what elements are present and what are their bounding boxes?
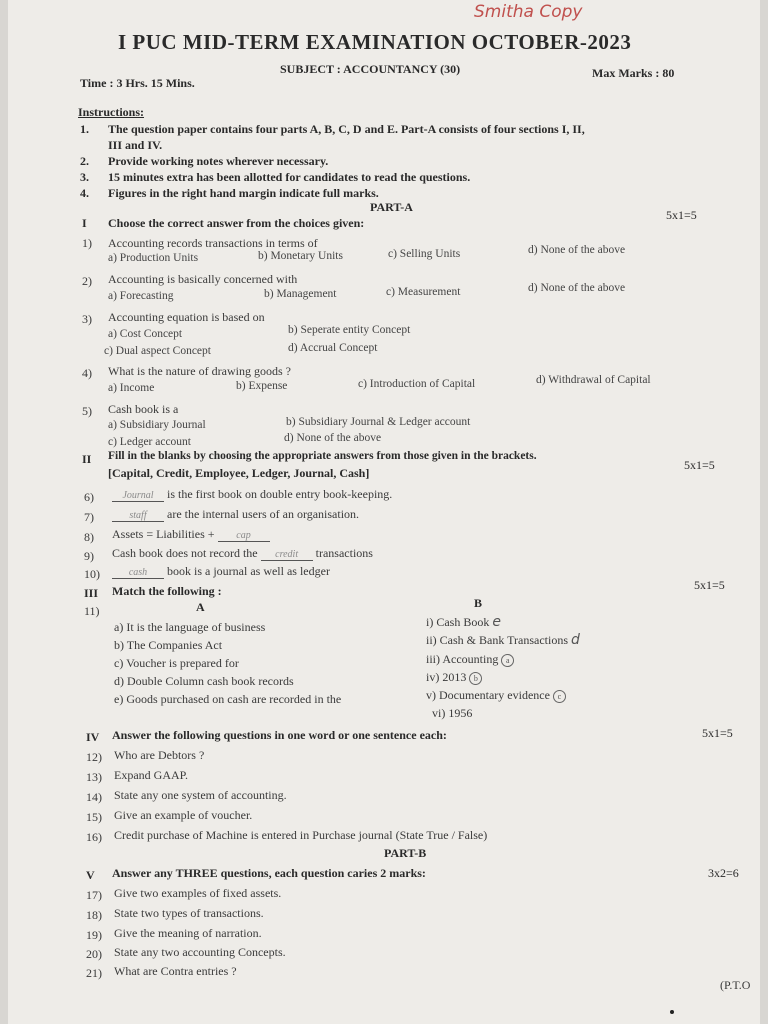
question-text: What is the nature of drawing goods ? (108, 364, 291, 378)
question-text: Accounting records transactions in terms of (108, 236, 318, 250)
match-item-b: ii) Cash & Bank Transactions d (426, 632, 580, 648)
section-marks: 5x1=5 (702, 726, 733, 740)
max-marks: Max Marks : 80 (592, 66, 675, 80)
section-number: V (86, 868, 95, 882)
match-item-a: e) Goods purchased on cash are recorded in the (114, 692, 342, 706)
option-d: d) None of the above (284, 432, 382, 444)
instruction-text: 15 minutes extra has been allotted for candidates to read the questions. (108, 170, 471, 184)
match-item-b: v) Documentary evidence c (426, 688, 566, 703)
question-number: 6) (84, 490, 94, 504)
instruction-num: 2. (80, 154, 89, 168)
match-item-b: vi) 1956 (432, 706, 473, 720)
question-text: State two types of transactions. (114, 906, 264, 920)
question-text: Give the meaning of narration. (114, 926, 262, 940)
fill-blank-question: Cash book does not record the credit transactions (112, 546, 373, 560)
option-d: d) Accrual Concept (288, 342, 378, 354)
instruction-text: Provide working notes wherever necessary. (108, 154, 329, 168)
question-text: State any two accounting Concepts. (114, 945, 286, 959)
option-a: a) Forecasting (108, 290, 174, 302)
match-item-b: iii) Accounting a (426, 652, 514, 667)
instruction-text: The question paper contains four parts A, B, C, D and E. Part-A consists of four sections I, II, (108, 122, 585, 136)
section-marks: 5x1=5 (694, 578, 725, 592)
option-c: c) Introduction of Capital (358, 378, 476, 390)
option-c: c) Ledger account (108, 436, 192, 448)
question-text: Give an example of voucher. (114, 808, 253, 822)
column-b-heading: B (474, 596, 483, 610)
option-b: b) Seperate entity Concept (288, 324, 411, 336)
section-marks: 3x2=6 (708, 866, 739, 880)
question-text: Cash book is a (108, 402, 179, 416)
time-allowed: Time : 3 Hrs. 15 Mins. (80, 76, 195, 90)
instruction-num: 3. (80, 170, 89, 184)
column-a-heading: A (196, 600, 205, 614)
section-marks: 5x1=5 (666, 208, 697, 222)
answer-blank: cap (218, 530, 270, 542)
question-number: 21) (86, 966, 102, 980)
question-number: 17) (86, 888, 102, 902)
question-number: 18) (86, 908, 102, 922)
fill-blank-question: Journal is the first book on double entry book-keeping. (112, 487, 392, 502)
question-text: Credit purchase of Machine is entered in Purchase journal (State True / False) (114, 828, 488, 842)
exam-paper (8, 0, 760, 1024)
question-number: 13) (86, 770, 102, 784)
section-heading: Fill in the blanks by choosing the appropriate answers from those given in the brackets. (108, 450, 537, 462)
handwritten-note: Smitha Copy (474, 2, 583, 22)
question-number: 8) (84, 530, 94, 544)
question-number: 11) (84, 604, 100, 618)
question-text: Expand GAAP. (114, 768, 188, 782)
question-number: 16) (86, 830, 102, 844)
handwritten-match: c (553, 690, 566, 703)
option-c: c) Selling Units (388, 248, 461, 260)
option-a: a) Cost Concept (108, 328, 183, 340)
answer-blank: Journal (112, 490, 164, 502)
option-c: c) Measurement (386, 286, 461, 298)
match-item-a: b) The Companies Act (114, 638, 223, 652)
question-number: 2) (82, 274, 92, 288)
section-heading: Match the following : (112, 584, 222, 598)
exam-title: I PUC MID-TERM EXAMINATION OCTOBER-2023 (118, 30, 632, 54)
question-text: State any one system of accounting. (114, 788, 287, 802)
question-number: 9) (84, 549, 94, 563)
handwritten-match: d (571, 632, 580, 648)
ink-dot (670, 1010, 674, 1014)
question-number: 20) (86, 947, 102, 961)
instruction-text: III and IV. (108, 138, 163, 152)
section-number: III (84, 586, 99, 600)
section-heading: Choose the correct answer from the choices given: (108, 216, 365, 230)
option-a: a) Subsidiary Journal (108, 419, 206, 431)
match-item-a: c) Voucher is prepared for (114, 656, 239, 670)
instructions-heading: Instructions: (78, 105, 145, 119)
question-number: 14) (86, 790, 102, 804)
fill-blank-question: Assets = Liabilities + cap (112, 527, 270, 542)
handwritten-match: b (469, 672, 482, 685)
question-number: 19) (86, 928, 102, 942)
question-number: 15) (86, 810, 102, 824)
match-item-b: iv) 2013 b (426, 670, 482, 685)
handwritten-match: e (492, 614, 501, 630)
please-turn-over: (P.T.O (720, 978, 751, 992)
option-b: b) Expense (236, 380, 288, 392)
section-number: IV (86, 730, 100, 744)
match-item-a: a) It is the language of business (114, 620, 266, 634)
fill-blank-question: cash book is a journal as well as ledger (112, 564, 330, 579)
question-text: Accounting is basically concerned with (108, 272, 298, 286)
question-number: 3) (82, 312, 92, 326)
handwritten-match: a (501, 654, 514, 667)
section-marks: 5x1=5 (684, 458, 715, 472)
option-d: d) None of the above (528, 282, 626, 294)
section-heading: Answer the following questions in one word or one sentence each: (112, 728, 447, 742)
part-a-heading: PART-A (370, 200, 413, 214)
instruction-text: Figures in the right hand margin indicate full marks. (108, 186, 379, 200)
option-b: b) Subsidiary Journal & Ledger account (286, 416, 471, 428)
option-c: c) Dual aspect Concept (104, 345, 211, 357)
question-number: 10) (84, 567, 100, 581)
instruction-num: 4. (80, 186, 89, 200)
section-number: I (82, 216, 87, 230)
question-text: Who are Debtors ? (114, 748, 205, 762)
question-number: 1) (82, 236, 92, 250)
question-number: 12) (86, 750, 102, 764)
instruction-num: 1. (80, 122, 89, 136)
section-number: II (82, 452, 92, 466)
question-text: Accounting equation is based on (108, 310, 265, 324)
option-d: d) Withdrawal of Capital (536, 374, 651, 386)
option-d: d) None of the above (528, 244, 626, 256)
option-b: b) Monetary Units (258, 250, 343, 262)
section-heading: Answer any THREE questions, each question caries 2 marks: (112, 866, 426, 880)
bracket-choices: [Capital, Credit, Employee, Ledger, Journal, Cash] (108, 466, 370, 480)
option-a: a) Income (108, 382, 155, 394)
question-text: What are Contra entries ? (114, 964, 237, 978)
fill-blank-question: staff are the internal users of an organisation. (112, 507, 359, 522)
answer-blank: credit (261, 549, 313, 561)
question-number: 4) (82, 366, 92, 380)
question-number: 7) (84, 510, 94, 524)
answer-blank: cash (112, 567, 164, 579)
question-number: 5) (82, 404, 92, 418)
option-b: b) Management (264, 288, 337, 300)
option-a: a) Production Units (108, 252, 199, 264)
match-item-b: i) Cash Book e (426, 614, 501, 630)
question-text: Give two examples of fixed assets. (114, 886, 282, 900)
answer-blank: staff (112, 510, 164, 522)
subject: SUBJECT : ACCOUNTANCY (30) (280, 62, 461, 76)
part-b-heading: PART-B (384, 846, 427, 860)
match-item-a: d) Double Column cash book records (114, 674, 294, 688)
